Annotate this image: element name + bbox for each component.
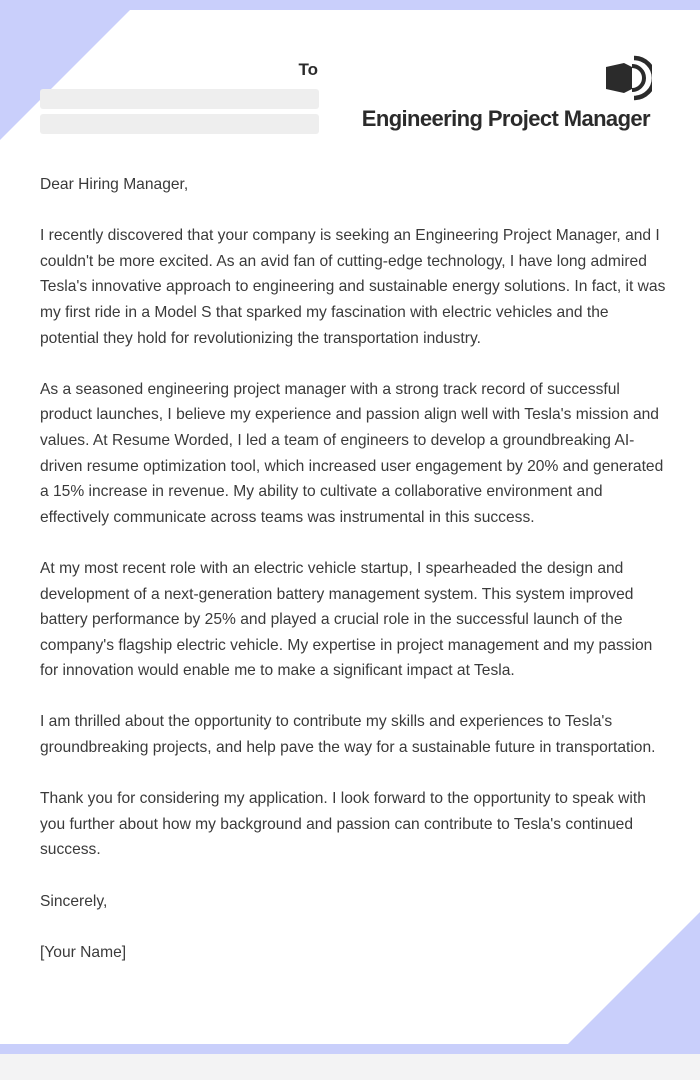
signature-name: [Your Name]: [40, 943, 127, 961]
letter-paragraph-2: As a seasoned engineering project manager with a strong track record of successful product launches, I believe my experience and passion align well with Tesla's mission and values. At Resume Worded, I led a team of engineers to develop a groundbreaking AI-driven resume optimization tool, which increased user engagement by 20% and generated a 15% increase in revenue. My ability to cultivate a collaborative environment and effectively communicate across teams was instrumental in this success.: [40, 380, 664, 526]
letter-sheet: [0, 10, 700, 1044]
recipient-name-placeholder: [40, 89, 319, 109]
recipient-address-placeholder: [40, 114, 319, 134]
recipient-label: To: [298, 60, 318, 79]
letter-paragraph-3: At my most recent role with an electric vehicle startup, I spearheaded the design and development of a next-generation battery management system. This system improved battery performance by 25% and played a crucial role in the successful launch of the company's flagship electric vehicle. My expertise in project management and my passion for innovation would enable me to make a significant impact at Tesla.: [40, 559, 653, 680]
letter-paragraph-5: Thank you for considering my application. I look forward to the opportunity to speak with you further about how my background and passion can contribute to Tesla's continued success.: [40, 790, 646, 859]
closing: Sincerely,: [40, 892, 108, 910]
brand-logo-icon: [604, 55, 652, 101]
letter-paragraph-4: I am thrilled about the opportunity to contribute my skills and experiences to Tesla's groundbreaking projects, and help pave the way for a sustainable future in transportation.: [40, 713, 656, 757]
salutation: Dear Hiring Manager,: [40, 176, 189, 193]
letter-paragraph-1: I recently discovered that your company is seeking an Engineering Project Manager, and I couldn't be more excited. As an avid fan of cutting-edge technology, I have long admired Tesla's innovative approach to engineering and sustainable energy solutions. In fact, it was my first ride in a Model S that sparked my fascination with electric vehicles and the potential they hold for revolutionizing the transportation industry.: [40, 227, 666, 347]
letter-body: [40, 172, 666, 991]
job-title-heading: Engineering Project Manager: [361, 106, 650, 131]
